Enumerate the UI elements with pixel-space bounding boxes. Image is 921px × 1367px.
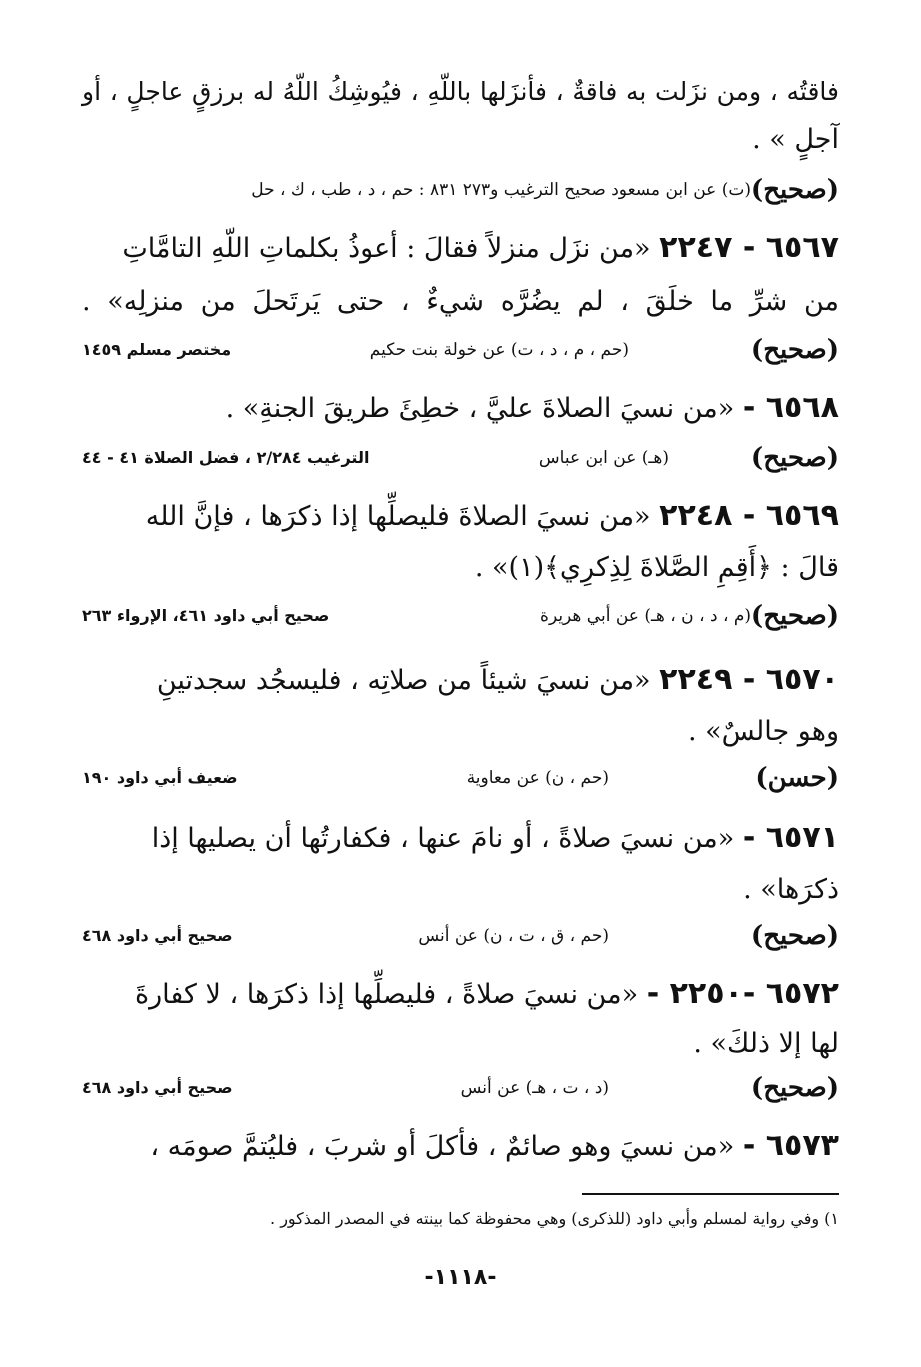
hadith-text: «من نسيَ صلاةً ، فليصلِّها إذا ذكرَها ، لا كفارةَ bbox=[134, 979, 639, 1010]
page-number: -١١١٨- bbox=[424, 1265, 497, 1290]
grade-label: (صحيح) bbox=[750, 921, 839, 951]
reference-text: ضعيف أبي داود ١٩٠ bbox=[82, 768, 238, 787]
hadith-text: «من نسيَ الصلاةَ فليصلِّها إذا ذكرَها ، فإنَّ الله bbox=[145, 501, 651, 532]
hadith-entry-first-line bbox=[82, 228, 839, 269]
hadith-entry-first-line bbox=[82, 660, 839, 701]
hadith-text: «من نسيَ صلاةً ، أو نامَ عنها ، فكفارتُها أن يصليها إذا bbox=[151, 823, 735, 854]
hadith-text-line: ذكرَها» . bbox=[743, 874, 839, 905]
hadith-text: «من نسيَ شيئاً من صلاتِه ، فليسجُد سجدتينِ bbox=[156, 665, 651, 696]
hadith-entry-first-line bbox=[226, 388, 839, 429]
hadith-number: ٦٥٦٩ - ٢٢٤٨ bbox=[659, 498, 839, 533]
grading-line bbox=[82, 170, 839, 210]
sources-text: (حم ، ق ، ت ، ن) عن أنس bbox=[418, 926, 609, 946]
grading-line bbox=[82, 596, 839, 636]
sources-text: (هـ) عن ابن عباس bbox=[538, 448, 669, 468]
hadith-text: «من نسيَ وهو صائمٌ ، فأكلَ أو شربَ ، فليُتمَّ صومَه ، bbox=[150, 1131, 735, 1162]
sources-text: (م ، د ، ن ، هـ) عن أبي هريرة bbox=[540, 606, 751, 626]
reference-text: الترغيب ٢/٢٨٤ ، فضل الصلاة ٤١ - ٤٤ bbox=[82, 448, 370, 467]
hadith-entry-first-line bbox=[82, 1126, 839, 1167]
hadith-number: ٦٥٧١ - bbox=[742, 820, 839, 855]
hadith-text: «من نزَل منزلاً فقالَ : أعوذُ بكلماتِ اللّهِ التامَّاتِ bbox=[122, 233, 651, 264]
reference-text: صحيح أبي داود ٤٦١، الإرواء ٢٦٣ bbox=[82, 606, 330, 625]
reference-text: صحيح أبي داود ٤٦٨ bbox=[82, 1078, 233, 1097]
hadith-entry-first-line bbox=[82, 818, 839, 859]
hadith-number: ٦٥٧٣ - bbox=[742, 1128, 839, 1163]
hadith-number: ٦٥٧٢ -٢٢٥٠ - bbox=[646, 976, 839, 1011]
reference-text: صحيح أبي داود ٤٦٨ bbox=[82, 926, 233, 945]
grade-label: (صحيح) bbox=[750, 1073, 839, 1103]
grade-label: (صحيح) bbox=[750, 601, 839, 631]
hadith-number: ٦٥٧٠ - ٢٢٤٩ bbox=[659, 662, 839, 697]
hadith-text-line: قالَ : ﴿أَقِمِ الصَّلاةَ لِذِكرِي﴾(١)» . bbox=[474, 552, 839, 583]
grading-line bbox=[82, 916, 839, 956]
sources-text: (د ، ت ، هـ) عن أنس bbox=[460, 1078, 609, 1098]
grading-line bbox=[82, 330, 839, 370]
hadith-number: ٦٥٦٧ - ٢٢٤٧ bbox=[659, 230, 839, 265]
sources-text: (حم ، ن) عن معاوية bbox=[466, 768, 609, 788]
hadith-text-line: فاقتُه ، ومن نزَلت به فاقةٌ ، فأنزَلها باللّهِ ، فيُوشِكُ اللّهُ له برزقٍ عاجلٍ ، أو bbox=[82, 77, 839, 106]
hadith-text-line: آجلٍ » . bbox=[752, 124, 839, 155]
footnote: ١) وفي رواية لمسلم وأبي داود (للذكرى) وهي محفوظة كما بينته في المصدر المذكور . bbox=[270, 1209, 839, 1228]
grade-label: (صحيح) bbox=[750, 175, 839, 205]
hadith-entry-first-line bbox=[82, 496, 839, 537]
grading-line bbox=[82, 438, 839, 478]
footnote-divider bbox=[582, 1193, 839, 1195]
grading-line bbox=[82, 758, 839, 798]
grade-label: (حسن) bbox=[755, 763, 839, 793]
grade-label: (صحيح) bbox=[750, 335, 839, 365]
reference-text: مختصر مسلم ١٤٥٩ bbox=[82, 340, 232, 359]
hadith-text-line: من شرِّ ما خلَقَ ، لم يضُرَّه شيءٌ ، حتى يَرتَحلَ من منزلِه» . bbox=[82, 286, 839, 317]
sources-text: (حم ، م ، د ، ت) عن خولة بنت حكيم bbox=[369, 340, 629, 360]
hadith-number: ٦٥٦٨ - bbox=[742, 390, 839, 425]
hadith-entry-first-line bbox=[82, 974, 839, 1015]
sources-text: (ت) عن ابن مسعود صحيح الترغيب و٢٧٣ ٨٣١ : حم ، د ، طب ، ك ، حل bbox=[251, 180, 751, 200]
hadith-text-line: وهو جالسٌ» . bbox=[687, 716, 839, 747]
grading-line bbox=[82, 1068, 839, 1108]
grade-label: (صحيح) bbox=[750, 443, 839, 473]
hadith-text-line: لها إلا ذلكَ» . bbox=[693, 1028, 839, 1059]
hadith-text: «من نسيَ الصلاةَ عليَّ ، خطِئَ طريقَ الجنةِ» . bbox=[225, 393, 735, 424]
